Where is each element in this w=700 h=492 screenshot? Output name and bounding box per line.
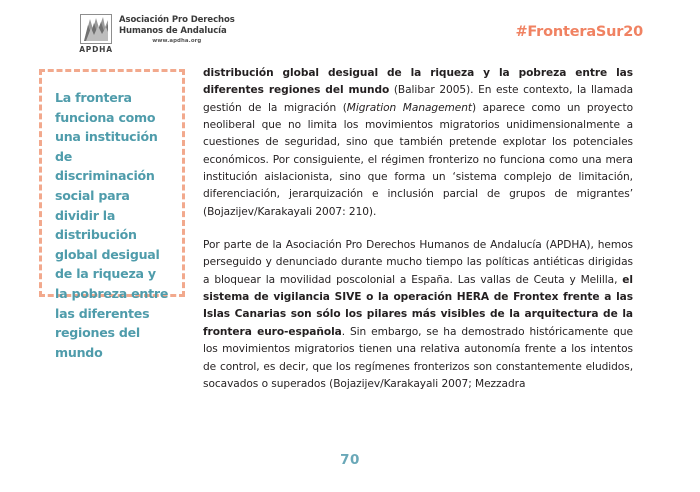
paragraph-2-lead: Por parte de la Asociación Pro Derechos Humanos de Andalucía (APDHA), hemos perseguido y denunciado durante mucho tiempo las políticas antiéticas dirigidas a bloquear la movilidad poscolonial a España. Las vallas de Ceuta y Melilla, (203, 239, 633, 286)
paragraph-1-italic-term: Migration Management (346, 101, 472, 114)
campaign-hashtag: #FronteraSur20 (515, 24, 643, 40)
paragraph-2-tail: . Sin embargo, se ha demostrado históricamente que los movimientos migratorios tienen una relativa autonomía frente a los intentos de control, es decir, que los regímenes fronterizos son constantemente eludidos, socavados o superados (Bojazijev/Karakayali 2007; Mezzadra (203, 325, 633, 390)
apdha-logo-mark-group (79, 14, 113, 54)
apdha-org-line-2: Humanos de Andalucía (119, 25, 227, 36)
apdha-org-name (119, 14, 235, 44)
paragraph-1-text-a: (Balibar 2005). En este contexto, la llamada gestión de la migración ( (203, 84, 634, 114)
paragraph-2-bold: el sistema de vigilancia SIVE o la operación HERA de Frontex frente a las Islas Canarias son sólo los pilares más visibles de la arquitectura de la frontera euro-española (203, 273, 633, 338)
apdha-org-line-1: Asociación Pro Derechos (119, 15, 235, 25)
pull-quote-text: La frontera funciona como una institución de discriminación social para dividir la distribución global desigual de la riqueza y la pobreza entre las diferentes regiones del mundo (55, 90, 169, 360)
apdha-logo (79, 14, 235, 54)
page-header (0, 0, 700, 62)
paragraph-1-text-b: ) aparece como un proyecto neoliberal que no limita los movimientos migratorios unidimensionalmente a cuestiones de seguridad, sino que también pretende explotar los potenciales económicos. Por consiguiente, el régimen fronterizo no funciona como una mera institución aislacionista, sino que forma un ‘sistema complejo de limitación, diferenciación, jerarquización e inclusión parcial de grupos de migrantes’ (Bojazijev/Karakayali 2007: 210). (203, 101, 634, 218)
body-paragraph-1 (203, 65, 633, 221)
pull-quote-box (39, 69, 185, 360)
apdha-logo-mark-icon (80, 14, 112, 44)
apdha-wordmark: APDHA (79, 45, 113, 54)
body-column (203, 65, 633, 393)
page-number: 70 (340, 452, 360, 468)
body-paragraph-2 (203, 237, 633, 393)
apdha-url: www.apdha.org (152, 38, 202, 44)
paragraph-1-bold-lead: distribución global desigual de la riqueza y la pobreza entre las diferentes regiones del mundo (203, 67, 633, 97)
